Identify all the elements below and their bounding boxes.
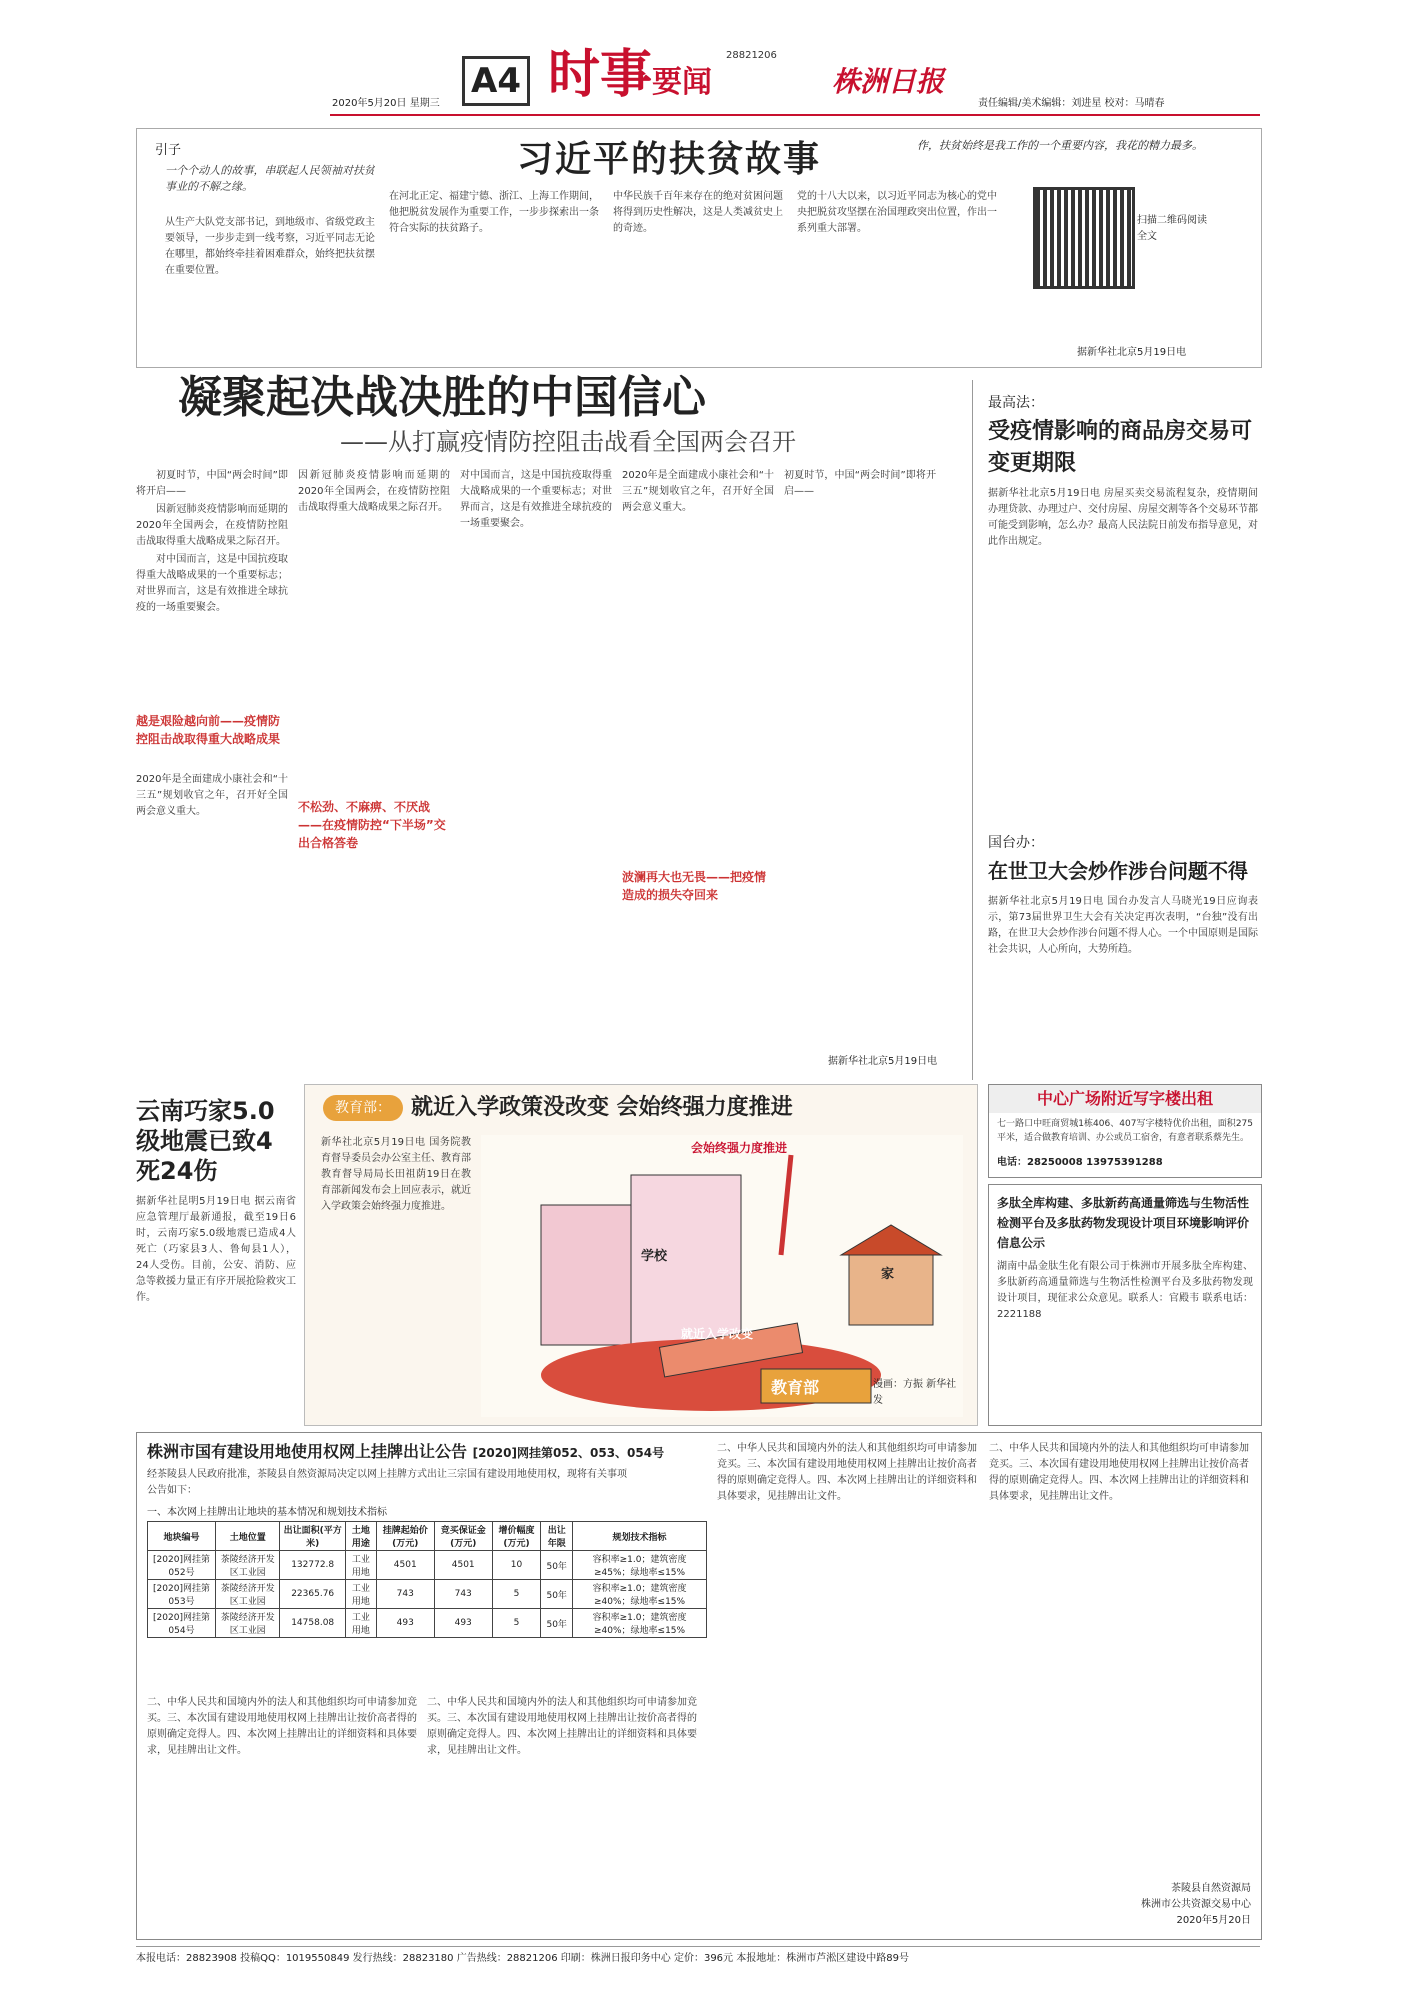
env-notice-title: 多肽全库构建、多肽新药高通量筛选与生物活性检测平台及多肽药物发现设计项目环境影响评价信息公示	[997, 1196, 1250, 1250]
page-footer: 本报电话：28823908 投稿QQ：1019550849 发行热线：28823180 广告热线：28821206 印刷：株洲日报印务中心 定价：396元 本报地址：株洲市芦淞区建设中路89号	[136, 1953, 909, 1964]
land-table-wrap	[147, 1521, 707, 1691]
story6-text: 新华社北京5月19日电 国务院教育督导委员会办公室主任、教育部教育督导局局长田祖荫19日在教育部新闻发布会上回应表示，就近入学政策会始终强力度推进。	[321, 1137, 471, 1212]
rent-ad-title: 中心广场附近写字楼出租	[989, 1085, 1261, 1113]
story2-sub-1: 越是艰险越向前——疫情防控阻击战取得重大战略成果	[136, 714, 281, 746]
story-poverty-box	[136, 128, 1262, 368]
cell: 工业用地	[345, 1609, 376, 1638]
story1-col-1: 从生产大队党支部书记，到地级市、省级党政主要领导，一步步走到一线考察，习近平同志无论在哪里，都始终牵挂着困难群众，始终把扶贫摆在重要位置。	[165, 217, 375, 276]
cell: 50年	[541, 1551, 573, 1580]
th-area: 出让面积(平方米)	[280, 1522, 346, 1551]
story5-text: 据新华社昆明5月19日电 据云南省应急管理厅最新通报，截至19日6时，云南巧家5.0级地震已造成4人死亡（巧家县3人、鲁甸县1人），24人受伤。目前，公安、消防、应急等救援力量正有序开展抢险救灾工作。	[136, 1196, 296, 1303]
cell: 743	[434, 1580, 492, 1609]
story2-subtitle: ——从打赢疫情防控阻击战看全国两会召开	[340, 428, 796, 456]
cartoon-school-sign: 学校	[641, 1249, 668, 1263]
land-table	[147, 1521, 707, 1638]
table-row	[148, 1609, 707, 1638]
story2-source: 据新华社北京5月19日电	[828, 1056, 938, 1067]
story1-col-4: 党的十八大以来，以习近平同志为核心的党中央把脱贫攻坚摆在治国理政突出位置，作出一系列重大部署。	[797, 191, 997, 234]
story2-para-3: 对中国而言，这是中国抗疫取得重大战略成果的一个重要标志；对世界而言，这是有效推进全球抗疫的一场重要聚会。	[136, 554, 288, 613]
story1-col-3: 中华民族千百年来存在的绝对贫困问题将得到历史性解决，这是人类减贫史上的奇迹。	[613, 191, 783, 234]
story2-sub-3: 波澜再大也无畏——把疫情造成的损失夺回来	[622, 870, 767, 902]
story6-box	[304, 1084, 978, 1426]
story3-text: 据新华社北京5月19日电 房屋买卖交易流程复杂，疫情期间办理贷款、办理过户、交付房屋、房屋交割等各个交易环节都可能受到影响，怎么办？最高人民法院日前发布指导意见，对此作出规定。	[988, 488, 1258, 547]
land-title	[147, 1439, 707, 1465]
story4-kicker: 国台办：	[988, 835, 1044, 851]
cell: 5	[492, 1609, 541, 1638]
cell: 茶陵经济开发区工业园	[216, 1551, 280, 1580]
story1-lead-label: 引子	[155, 143, 182, 157]
cartoon-credit: 漫画：方振 新华社发	[873, 1379, 957, 1406]
section-title	[548, 44, 748, 106]
land-body-2: 二、中华人民共和国境内外的法人和其他组织均可申请参加竞买。三、本次国有建设用地使用权网上挂牌出让按价高者得的原则确定竞得人。四、本次网上挂牌出让的详细资料和具体要求，见挂牌出让文件。	[427, 1697, 697, 1756]
rent-ad-phone: 电话：28250008 13975391288	[997, 1157, 1163, 1168]
story2-col-5-text: 初夏时节，中国“两会时间”即将开启——	[784, 470, 936, 497]
story2-sub-2: 不松劲、不麻痹、不厌战——在疫情防控“下半场”交出合格答卷	[298, 800, 446, 850]
header-rule	[330, 114, 1260, 116]
land-title-suffix: [2020]网挂第052、053、054号	[472, 1446, 665, 1460]
cell: 工业用地	[345, 1580, 376, 1609]
cell: 743	[376, 1580, 434, 1609]
hotline: 28821206	[726, 50, 777, 61]
editor-line: 责任编辑/美术编辑：刘进星 校对：马晴春	[978, 98, 1165, 109]
th-increment: 增价幅度(万元)	[492, 1522, 541, 1551]
qr-label: 扫描二维码阅读全文	[1137, 215, 1207, 242]
story1-title: 习近平的扶贫故事	[517, 139, 822, 180]
story2-para-4: 2020年是全面建成小康社会和“十三五”规划收官之年，召开好全国两会意义重大。	[136, 774, 288, 817]
story2-col-4-text: 2020年是全面建成小康社会和“十三五”规划收官之年，召开好全国两会意义重大。	[622, 470, 774, 513]
land-issue-date: 2020年5月20日	[1176, 1915, 1251, 1926]
section-sub: 要闻	[652, 65, 713, 100]
th-start: 挂牌起始价(万元)	[376, 1522, 434, 1551]
cartoon-home-sign: 家	[881, 1267, 895, 1281]
cell: 50年	[541, 1609, 573, 1638]
cell: [2020]网挂第053号	[148, 1580, 216, 1609]
th-planning: 规划技术指标	[573, 1522, 707, 1551]
cell: 容积率≥1.0；建筑密度≥45%；绿地率≤15%	[573, 1551, 707, 1580]
masthead-logo: 株洲日报	[832, 65, 945, 98]
story3-title: 受疫情影响的商品房交易可变更期限	[988, 419, 1253, 476]
qr-code[interactable]	[1033, 187, 1135, 289]
th-use: 土地用途	[345, 1522, 376, 1551]
story1-source: 据新华社北京5月19日电	[1077, 347, 1187, 358]
env-notice-text: 湖南中晶金肽生化有限公司于株洲市开展多肽全库构建、多肽新药高通量筛选与生物活性检测平台及多肽药物发现设计项目，现征求公众意见。联系人：官殿韦 联系电话：2221188	[997, 1261, 1253, 1320]
land-issuer: 茶陵县自然资源局	[1171, 1883, 1251, 1894]
story6-kicker: 教育部：	[323, 1095, 403, 1121]
story2-col-2-text: 因新冠肺炎疫情影响而延期的2020年全国两会，在疫情防控阻击战取得重大战略成果之际召开。	[298, 470, 450, 513]
land-body-4: 二、中华人民共和国境内外的法人和其他组织均可申请参加竞买。三、本次国有建设用地使用权网上挂牌出让按价高者得的原则确定竞得人。四、本次网上挂牌出让的详细资料和具体要求，见挂牌出让文件。	[989, 1443, 1249, 1502]
story2-title: 凝聚起决战决胜的中国信心	[178, 372, 706, 423]
cell: 22365.76	[280, 1580, 346, 1609]
story6-title: 就近入学政策没改变 会始终强力度推进	[411, 1095, 793, 1120]
story4-text: 据新华社北京5月19日电 国台办发言人马晓光19日应询表示，第73届世界卫生大会有关决定再次表明，“台独”没有出路，在世卫大会炒作涉台问题不得人心。一个中国原则是国际社会共识，人心所向，大势所趋。	[988, 896, 1258, 955]
cell: 4501	[376, 1551, 434, 1580]
cell: 14758.08	[280, 1609, 346, 1638]
story6-illustration	[481, 1135, 963, 1417]
section-main: 时事	[548, 45, 653, 105]
th-deposit: 竞买保证金(万元)	[434, 1522, 492, 1551]
page-header	[0, 0, 1420, 116]
land-title-main: 株洲市国有建设用地使用权网上挂牌出让公告	[147, 1442, 468, 1461]
land-table-caption: 一、本次网上挂牌出让地块的基本情况和规划技术指标	[147, 1507, 387, 1518]
story5-title: 云南巧家5.0级地震已致4死24伤	[136, 1097, 275, 1185]
cartoon-ministry: 教育部	[771, 1378, 820, 1397]
story1-quote: 一个个动人的故事，串联起人民领袖对扶贫事业的不解之缘。	[165, 164, 375, 193]
table-row	[148, 1580, 707, 1609]
rent-ad-text: 七一路口中旺商贸城1栋406、407写字楼特优价出租，面积275平米，适合做教育培训、办公或员工宿舍，有意者联系蔡先生。	[997, 1119, 1253, 1143]
cartoon-banner: 就近入学改变	[681, 1327, 754, 1341]
cell: [2020]网挂第052号	[148, 1551, 216, 1580]
cell: 493	[376, 1609, 434, 1638]
land-body-1: 二、中华人民共和国境内外的法人和其他组织均可申请参加竞买。三、本次国有建设用地使用权网上挂牌出让按价高者得的原则确定竞得人。四、本次网上挂牌出让的详细资料和具体要求，见挂牌出让文件。	[147, 1697, 417, 1756]
cell: [2020]网挂第054号	[148, 1609, 216, 1638]
table-row	[148, 1551, 707, 1580]
cell: 10	[492, 1551, 541, 1580]
story3-kicker: 最高法：	[988, 395, 1044, 411]
cell: 茶陵经济开发区工业园	[216, 1609, 280, 1638]
story2-col-3-text: 对中国而言，这是中国抗疫取得重大战略成果的一个重要标志；对世界而言，这是有效推进全球抗疫的一场重要聚会。	[460, 470, 612, 529]
cartoon-top-text: 会始终强力度推进	[691, 1141, 788, 1155]
cell: 茶陵经济开发区工业园	[216, 1580, 280, 1609]
story2-para-1: 初夏时节，中国“两会时间”即将开启——	[136, 470, 288, 497]
cell: 工业用地	[345, 1551, 376, 1580]
land-notice	[136, 1432, 1262, 1940]
cell: 50年	[541, 1580, 573, 1609]
story2-para-2: 因新冠肺炎疫情影响而延期的2020年全国两会，在疫情防控阻击战取得重大战略成果之际召开。	[136, 504, 288, 547]
cell: 493	[434, 1609, 492, 1638]
cell: 5	[492, 1580, 541, 1609]
cell: 4501	[434, 1551, 492, 1580]
th-years: 出让年限	[541, 1522, 573, 1551]
cell: 容积率≥1.0；建筑密度≥40%；绿地率≤15%	[573, 1609, 707, 1638]
env-notice	[988, 1184, 1262, 1426]
land-intro: 经茶陵县人民政府批准，茶陵县自然资源局决定以网上挂牌方式出让三宗国有建设用地使用权，现将有关事项公告如下：	[147, 1469, 627, 1496]
story4-title: 在世卫大会炒作涉台问题不得	[988, 859, 1248, 883]
th-id: 地块编号	[148, 1522, 216, 1551]
cell: 132772.8	[280, 1551, 346, 1580]
land-table-header	[148, 1522, 707, 1551]
cell: 容积率≥1.0；建筑密度≥40%；绿地率≤15%	[573, 1580, 707, 1609]
th-location: 土地位置	[216, 1522, 280, 1551]
story1-sub-quote: 作，扶贫始终是我工作的一个重要内容，我花的精力最多。	[917, 139, 1203, 152]
story2-col-1	[136, 468, 288, 708]
story1-col-2: 在河北正定、福建宁德、浙江、上海工作期间，他把脱贫发展作为重要工作，一步步探索出一条符合实际的扶贫路子。	[389, 191, 599, 234]
page-number: A4	[462, 56, 530, 106]
land-issuer-2: 株洲市公共资源交易中心	[1141, 1899, 1251, 1910]
rent-ad	[988, 1084, 1262, 1178]
land-body-3: 二、中华人民共和国境内外的法人和其他组织均可申请参加竞买。三、本次国有建设用地使用权网上挂牌出让按价高者得的原则确定竞得人。四、本次网上挂牌出让的详细资料和具体要求，见挂牌出让文件。	[717, 1443, 977, 1502]
header-date: 2020年5月20日 星期三	[332, 98, 440, 109]
